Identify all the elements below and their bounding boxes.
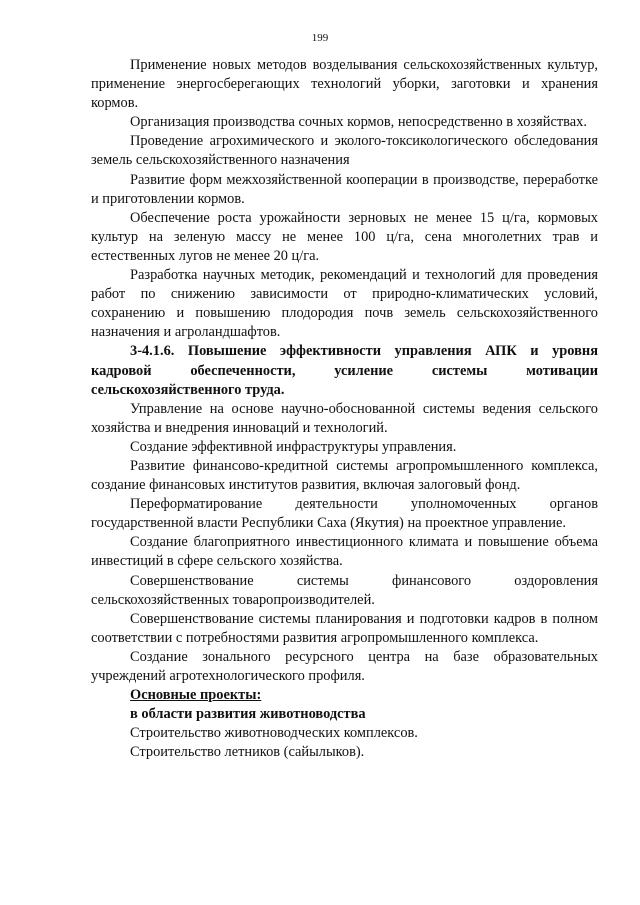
- paragraph: Переформатирование деятельности уполномоченных органов государственной власти Республики Саха (Якутия) на проектное управление.: [91, 496, 598, 532]
- paragraph: Проведение агрохимического и эколого-токсикологического обследования земель сельскохозяйственного назначения: [91, 133, 598, 169]
- paragraph: Применение новых методов возделывания сельскохозяйственных культур, применение энергосберегающих технологий уборки, заготовки и хранения кормов.: [91, 57, 598, 112]
- paragraph: Обеспечение роста урожайности зерновых не менее 15 ц/га, кормовых культур на зеленую массу не менее 100 ц/га, сена многолетних трав и естественных лугов не менее 20 ц/га.: [91, 209, 598, 264]
- projects-title-text: Основные проекты:: [130, 687, 262, 704]
- paragraph: Организация производства сочных кормов, непосредственно в хозяйствах.: [130, 114, 587, 131]
- paragraph: Развитие форм межхозяйственной кооперации в производстве, переработке и приготовлении кормов.: [91, 171, 598, 207]
- paragraph: Управление на основе научно-обоснованной системы ведения сельского хозяйства и внедрения инноваций и технологий.: [91, 400, 598, 436]
- paragraph: Создание зонального ресурсного центра на базе образовательных учреждений агротехнологического профиля.: [91, 648, 598, 684]
- paragraph: Развитие финансово-кредитной системы агропромышленного комплекса, создание финансовых институтов развития, включая залоговый фонд.: [91, 457, 598, 494]
- paragraph: Создание эффективной инфраструктуры управления.: [130, 438, 457, 455]
- project-item: Строительство летников (сайылыков).: [130, 744, 365, 761]
- paragraph: Разработка научных методик, рекомендаций и технологий для проведения работ по снижению зависимости от природно-климатических условий, сохранению и повышению плодородия почв земель сельскохозяйственного назначения и агроландшафтов.: [91, 267, 598, 341]
- project-item: Строительство животноводческих комплексов.: [130, 725, 418, 742]
- document-body: [91, 56, 598, 762]
- paragraph: Совершенствование системы планирования и подготовки кадров в полном соответствии с потребностями развития агропромышленного комплекса.: [91, 610, 598, 646]
- projects-subheading: в области развития животноводства: [130, 706, 366, 723]
- paragraph: Создание благоприятного инвестиционного климата и повышение объема инвестиций в сфере сельского хозяйства.: [91, 534, 598, 570]
- section-heading: 3-4.1.6. Повышение эффективности управления АПК и уровня кадровой обеспеченности, усиление системы мотивации сельскохозяйственного труда.: [91, 343, 598, 398]
- page-number: 199: [311, 32, 329, 44]
- projects-title: [91, 686, 598, 705]
- paragraph: Совершенствование системы финансового оздоровления сельскохозяйственных товаропроизводителей.: [91, 572, 598, 608]
